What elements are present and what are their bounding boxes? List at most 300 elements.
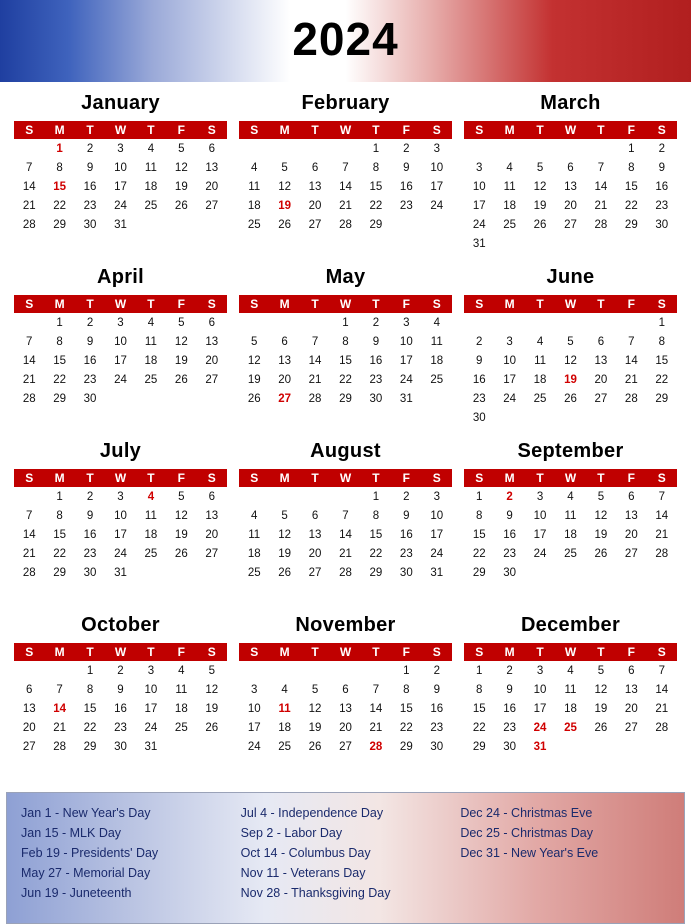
day-cell[interactable]: 28 [339,566,352,579]
holiday-day-cell[interactable]: 27 [278,392,292,405]
day-cell[interactable]: 7 [26,509,33,522]
day-cell[interactable]: 10 [503,354,517,367]
day-cell[interactable]: 30 [114,740,127,753]
day-cell[interactable]: 13 [594,354,608,367]
day-cell[interactable]: 30 [430,740,444,753]
day-cell[interactable]: 2 [403,142,410,155]
day-cell[interactable]: 11 [503,180,516,193]
day-cell[interactable]: 8 [372,161,380,174]
day-cell[interactable]: 2 [476,335,483,348]
day-cell[interactable]: 27 [594,392,608,405]
day-cell[interactable]: 12 [247,354,261,367]
day-cell[interactable]: 4 [147,142,155,155]
day-cell[interactable]: 23 [430,721,444,734]
day-cell[interactable]: 13 [339,702,352,715]
day-cell[interactable]: 13 [22,702,36,715]
day-cell[interactable]: 7 [658,490,665,503]
day-cell[interactable]: 21 [624,373,638,386]
day-cell[interactable]: 1 [342,316,349,329]
day-cell[interactable]: 13 [564,180,577,193]
day-cell[interactable]: 26 [278,218,292,231]
day-cell[interactable]: 26 [174,373,188,386]
day-cell[interactable]: 14 [22,180,36,193]
day-cell[interactable]: 15 [53,528,67,541]
day-cell[interactable]: 2 [372,316,380,329]
day-cell[interactable]: 5 [178,142,185,155]
day-cell[interactable]: 22 [624,199,638,212]
day-cell[interactable]: 4 [506,161,513,174]
day-cell[interactable]: 3 [147,664,155,677]
day-cell[interactable]: 6 [311,161,319,174]
day-cell[interactable]: 4 [251,161,258,174]
day-cell[interactable]: 13 [205,161,219,174]
day-cell[interactable]: 10 [399,335,413,348]
day-cell[interactable]: 21 [53,721,67,734]
day-cell[interactable]: 23 [114,721,127,734]
day-cell[interactable]: 14 [624,354,638,367]
day-cell[interactable]: 28 [53,740,67,753]
day-cell[interactable]: 17 [144,702,158,715]
day-cell[interactable]: 18 [278,721,292,734]
day-cell[interactable]: 6 [26,683,33,696]
day-cell[interactable]: 18 [144,528,158,541]
day-cell[interactable]: 21 [339,547,352,560]
day-cell[interactable]: 3 [117,142,124,155]
day-cell[interactable]: 17 [503,373,517,386]
day-cell[interactable]: 13 [205,509,219,522]
day-cell[interactable]: 20 [205,354,219,367]
day-cell[interactable]: 6 [208,490,215,503]
day-cell[interactable]: 5 [311,683,319,696]
day-cell[interactable]: 25 [278,740,292,753]
day-cell[interactable]: 29 [53,566,67,579]
day-cell[interactable]: 29 [655,392,669,405]
day-cell[interactable]: 5 [597,490,605,503]
day-cell[interactable]: 3 [117,316,124,329]
day-cell[interactable]: 21 [22,547,36,560]
day-cell[interactable]: 7 [372,683,380,696]
day-cell[interactable]: 3 [251,683,258,696]
day-cell[interactable]: 7 [26,161,33,174]
day-cell[interactable]: 26 [278,566,292,579]
day-cell[interactable]: 13 [624,509,638,522]
day-cell[interactable]: 12 [278,528,292,541]
day-cell[interactable]: 20 [278,373,292,386]
day-cell[interactable]: 17 [114,180,127,193]
day-cell[interactable]: 20 [22,721,36,734]
day-cell[interactable]: 27 [308,218,322,231]
day-cell[interactable]: 10 [533,509,547,522]
day-cell[interactable]: 15 [655,354,669,367]
day-cell[interactable]: 25 [430,373,444,386]
day-cell[interactable]: 6 [567,161,574,174]
day-cell[interactable]: 6 [281,335,288,348]
day-cell[interactable]: 7 [342,161,349,174]
day-cell[interactable]: 8 [56,161,63,174]
day-cell[interactable]: 28 [624,392,638,405]
day-cell[interactable]: 26 [533,218,547,231]
day-cell[interactable]: 31 [144,740,158,753]
day-cell[interactable]: 11 [144,161,157,174]
holiday-day-cell[interactable]: 28 [369,740,383,753]
day-cell[interactable]: 1 [476,490,483,503]
day-cell[interactable]: 19 [533,199,547,212]
day-cell[interactable]: 3 [403,316,410,329]
day-cell[interactable]: 9 [403,509,410,522]
day-cell[interactable]: 12 [174,509,188,522]
day-cell[interactable]: 15 [53,354,67,367]
day-cell[interactable]: 9 [658,161,665,174]
day-cell[interactable]: 11 [564,683,577,696]
day-cell[interactable]: 11 [248,528,261,541]
holiday-day-cell[interactable]: 19 [564,373,577,386]
day-cell[interactable]: 22 [369,199,383,212]
day-cell[interactable]: 10 [114,335,127,348]
day-cell[interactable]: 24 [114,547,127,560]
day-cell[interactable]: 27 [205,373,219,386]
day-cell[interactable]: 6 [208,316,215,329]
day-cell[interactable]: 9 [86,509,94,522]
day-cell[interactable]: 9 [117,683,124,696]
day-cell[interactable]: 15 [83,702,97,715]
day-cell[interactable]: 24 [247,740,261,753]
day-cell[interactable]: 6 [628,490,635,503]
day-cell[interactable]: 24 [430,199,444,212]
day-cell[interactable]: 25 [503,218,517,231]
day-cell[interactable]: 15 [472,528,486,541]
day-cell[interactable]: 24 [430,547,444,560]
day-cell[interactable]: 17 [533,702,547,715]
day-cell[interactable]: 2 [86,316,94,329]
day-cell[interactable]: 25 [247,566,261,579]
day-cell[interactable]: 24 [472,218,486,231]
day-cell[interactable]: 10 [114,161,127,174]
day-cell[interactable]: 14 [22,528,36,541]
day-cell[interactable]: 13 [308,528,322,541]
day-cell[interactable]: 17 [399,354,413,367]
day-cell[interactable]: 15 [472,702,486,715]
day-cell[interactable]: 7 [597,161,605,174]
day-cell[interactable]: 1 [658,316,665,329]
day-cell[interactable]: 26 [564,392,577,405]
day-cell[interactable]: 8 [476,509,483,522]
day-cell[interactable]: 8 [658,335,665,348]
day-cell[interactable]: 24 [533,547,547,560]
day-cell[interactable]: 25 [247,218,261,231]
day-cell[interactable]: 12 [205,683,219,696]
day-cell[interactable]: 14 [369,702,383,715]
day-cell[interactable]: 4 [251,509,258,522]
day-cell[interactable]: 19 [594,528,608,541]
day-cell[interactable]: 29 [472,740,486,753]
day-cell[interactable]: 4 [567,664,574,677]
day-cell[interactable]: 12 [564,354,577,367]
day-cell[interactable]: 18 [144,354,158,367]
day-cell[interactable]: 24 [114,199,127,212]
day-cell[interactable]: 16 [503,528,517,541]
day-cell[interactable]: 30 [503,740,517,753]
day-cell[interactable]: 17 [430,180,444,193]
day-cell[interactable]: 2 [86,142,94,155]
day-cell[interactable]: 18 [247,547,261,560]
day-cell[interactable]: 30 [83,392,97,405]
day-cell[interactable]: 16 [399,528,413,541]
day-cell[interactable]: 3 [476,161,483,174]
day-cell[interactable]: 11 [534,354,547,367]
day-cell[interactable]: 26 [594,721,608,734]
day-cell[interactable]: 22 [53,373,67,386]
day-cell[interactable]: 26 [247,392,261,405]
day-cell[interactable]: 28 [339,218,352,231]
day-cell[interactable]: 29 [53,392,67,405]
day-cell[interactable]: 21 [22,199,36,212]
holiday-day-cell[interactable]: 31 [533,740,547,753]
day-cell[interactable]: 11 [175,683,188,696]
day-cell[interactable]: 7 [658,664,665,677]
day-cell[interactable]: 31 [114,218,127,231]
day-cell[interactable]: 9 [86,161,94,174]
day-cell[interactable]: 19 [174,528,188,541]
day-cell[interactable]: 12 [278,180,292,193]
day-cell[interactable]: 22 [399,721,413,734]
day-cell[interactable]: 3 [117,490,124,503]
day-cell[interactable]: 15 [624,180,638,193]
day-cell[interactable]: 29 [53,218,67,231]
day-cell[interactable]: 18 [144,180,158,193]
day-cell[interactable]: 15 [399,702,413,715]
day-cell[interactable]: 16 [114,702,127,715]
day-cell[interactable]: 29 [369,566,383,579]
day-cell[interactable]: 30 [83,218,97,231]
day-cell[interactable]: 27 [308,566,322,579]
day-cell[interactable]: 27 [205,199,219,212]
day-cell[interactable]: 2 [506,664,513,677]
day-cell[interactable]: 29 [472,566,486,579]
day-cell[interactable]: 24 [114,373,127,386]
day-cell[interactable]: 19 [594,702,608,715]
day-cell[interactable]: 10 [144,683,158,696]
day-cell[interactable]: 12 [594,509,608,522]
day-cell[interactable]: 24 [399,373,413,386]
day-cell[interactable]: 7 [628,335,635,348]
day-cell[interactable]: 2 [658,142,665,155]
holiday-day-cell[interactable]: 14 [53,702,67,715]
day-cell[interactable]: 20 [308,547,322,560]
day-cell[interactable]: 8 [342,335,349,348]
day-cell[interactable]: 25 [564,547,577,560]
day-cell[interactable]: 14 [339,528,352,541]
day-cell[interactable]: 8 [56,335,63,348]
day-cell[interactable]: 2 [433,664,440,677]
day-cell[interactable]: 26 [308,740,322,753]
day-cell[interactable]: 24 [144,721,158,734]
day-cell[interactable]: 19 [247,373,261,386]
day-cell[interactable]: 12 [533,180,547,193]
day-cell[interactable]: 10 [247,702,261,715]
day-cell[interactable]: 11 [564,509,577,522]
day-cell[interactable]: 26 [174,547,188,560]
day-cell[interactable]: 8 [86,683,94,696]
day-cell[interactable]: 2 [117,664,124,677]
day-cell[interactable]: 20 [205,180,219,193]
day-cell[interactable]: 17 [114,528,127,541]
day-cell[interactable]: 30 [472,411,486,424]
day-cell[interactable]: 6 [597,335,605,348]
day-cell[interactable]: 9 [433,683,440,696]
day-cell[interactable]: 4 [281,683,288,696]
day-cell[interactable]: 21 [308,373,322,386]
day-cell[interactable]: 21 [655,528,669,541]
day-cell[interactable]: 16 [369,354,383,367]
day-cell[interactable]: 28 [22,392,36,405]
day-cell[interactable]: 5 [208,664,215,677]
day-cell[interactable]: 29 [399,740,413,753]
day-cell[interactable]: 22 [472,547,486,560]
day-cell[interactable]: 8 [628,161,635,174]
day-cell[interactable]: 22 [83,721,97,734]
day-cell[interactable]: 16 [83,180,97,193]
day-cell[interactable]: 1 [372,490,380,503]
day-cell[interactable]: 30 [83,566,97,579]
day-cell[interactable]: 31 [399,392,413,405]
day-cell[interactable]: 13 [205,335,219,348]
day-cell[interactable]: 1 [56,316,63,329]
day-cell[interactable]: 20 [624,702,638,715]
day-cell[interactable]: 11 [144,509,157,522]
day-cell[interactable]: 4 [567,490,574,503]
day-cell[interactable]: 20 [594,373,608,386]
day-cell[interactable]: 7 [311,335,319,348]
day-cell[interactable]: 18 [564,702,577,715]
day-cell[interactable]: 21 [22,373,36,386]
day-cell[interactable]: 30 [655,218,669,231]
day-cell[interactable]: 3 [433,142,440,155]
day-cell[interactable]: 5 [281,509,288,522]
day-cell[interactable]: 30 [369,392,383,405]
day-cell[interactable]: 16 [472,373,486,386]
day-cell[interactable]: 27 [624,721,638,734]
day-cell[interactable]: 5 [597,664,605,677]
day-cell[interactable]: 14 [594,180,608,193]
day-cell[interactable]: 5 [567,335,574,348]
day-cell[interactable]: 20 [205,528,219,541]
day-cell[interactable]: 8 [56,509,63,522]
day-cell[interactable]: 28 [22,566,36,579]
day-cell[interactable]: 12 [174,161,188,174]
day-cell[interactable]: 1 [56,490,63,503]
day-cell[interactable]: 3 [536,490,544,503]
day-cell[interactable]: 9 [372,335,380,348]
day-cell[interactable]: 1 [86,664,94,677]
day-cell[interactable]: 25 [533,392,547,405]
day-cell[interactable]: 14 [339,180,352,193]
day-cell[interactable]: 1 [628,142,635,155]
holiday-day-cell[interactable]: 15 [53,180,67,193]
day-cell[interactable]: 26 [594,547,608,560]
day-cell[interactable]: 19 [174,180,188,193]
day-cell[interactable]: 23 [83,547,97,560]
day-cell[interactable]: 19 [308,721,322,734]
day-cell[interactable]: 17 [472,199,486,212]
day-cell[interactable]: 27 [564,218,577,231]
day-cell[interactable]: 27 [205,547,219,560]
day-cell[interactable]: 26 [205,721,219,734]
day-cell[interactable]: 3 [433,490,440,503]
day-cell[interactable]: 14 [655,509,669,522]
holiday-day-cell[interactable]: 11 [278,702,291,715]
day-cell[interactable]: 23 [503,721,517,734]
day-cell[interactable]: 10 [114,509,127,522]
day-cell[interactable]: 29 [369,218,383,231]
day-cell[interactable]: 21 [594,199,608,212]
holiday-day-cell[interactable]: 24 [533,721,547,734]
day-cell[interactable]: 23 [655,199,669,212]
day-cell[interactable]: 8 [476,683,483,696]
day-cell[interactable]: 22 [472,721,486,734]
day-cell[interactable]: 22 [53,199,67,212]
day-cell[interactable]: 6 [342,683,349,696]
day-cell[interactable]: 21 [655,702,669,715]
day-cell[interactable]: 3 [536,664,544,677]
day-cell[interactable]: 23 [83,373,97,386]
day-cell[interactable]: 12 [174,335,188,348]
day-cell[interactable]: 23 [83,199,97,212]
day-cell[interactable]: 28 [308,392,322,405]
day-cell[interactable]: 4 [536,335,544,348]
day-cell[interactable]: 11 [248,180,261,193]
day-cell[interactable]: 5 [251,335,258,348]
day-cell[interactable]: 3 [506,335,513,348]
day-cell[interactable]: 1 [476,664,483,677]
day-cell[interactable]: 28 [22,218,36,231]
day-cell[interactable]: 8 [372,509,380,522]
day-cell[interactable]: 16 [430,702,444,715]
day-cell[interactable]: 29 [339,392,352,405]
day-cell[interactable]: 19 [174,354,188,367]
day-cell[interactable]: 1 [403,664,410,677]
day-cell[interactable]: 9 [506,683,513,696]
day-cell[interactable]: 17 [533,528,547,541]
day-cell[interactable]: 8 [403,683,410,696]
day-cell[interactable]: 29 [83,740,97,753]
day-cell[interactable]: 1 [372,142,380,155]
day-cell[interactable]: 13 [308,180,322,193]
day-cell[interactable]: 21 [369,721,383,734]
day-cell[interactable]: 6 [311,509,319,522]
day-cell[interactable]: 18 [533,373,547,386]
day-cell[interactable]: 19 [278,547,292,560]
day-cell[interactable]: 16 [83,528,97,541]
day-cell[interactable]: 27 [22,740,36,753]
day-cell[interactable]: 16 [399,180,413,193]
day-cell[interactable]: 15 [339,354,352,367]
day-cell[interactable]: 11 [144,335,157,348]
day-cell[interactable]: 7 [56,683,63,696]
day-cell[interactable]: 23 [399,199,413,212]
day-cell[interactable]: 17 [114,354,127,367]
day-cell[interactable]: 5 [281,161,288,174]
day-cell[interactable]: 15 [369,528,383,541]
day-cell[interactable]: 9 [86,335,94,348]
day-cell[interactable]: 11 [430,335,443,348]
day-cell[interactable]: 22 [655,373,669,386]
day-cell[interactable]: 22 [339,373,352,386]
day-cell[interactable]: 23 [399,547,413,560]
day-cell[interactable]: 14 [308,354,322,367]
day-cell[interactable]: 25 [144,547,158,560]
day-cell[interactable]: 20 [339,721,352,734]
day-cell[interactable]: 21 [339,199,352,212]
